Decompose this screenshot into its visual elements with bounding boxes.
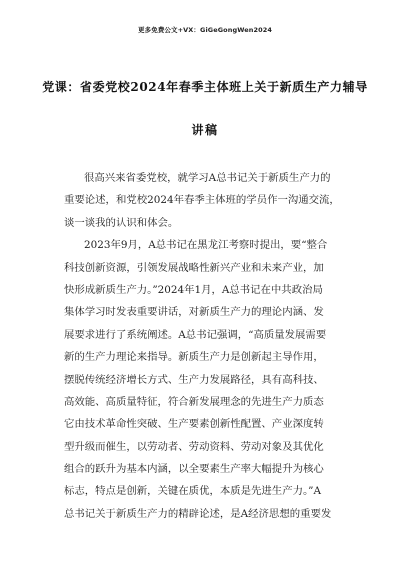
header-note: 更多免费公文+VX：GiGeGongWen2024	[138, 26, 272, 34]
body-line: 很高兴来省委党校，就学习A总书记关于新质生产力的	[84, 172, 331, 184]
body-line: 快形成新质生产力。”2024年1月，A总书记在中共政治局	[64, 283, 323, 296]
body-line: 展要求进行了系统阐述。A总书记强调，“高质量发展需要	[64, 328, 327, 341]
body-text	[64, 167, 350, 525]
body-line: 标志，特点是创新，关键在质优，本质是先进生产力。”A	[64, 485, 321, 498]
body-line: 新的生产力理论来指导。新质生产力是创新起主导作用，	[64, 351, 324, 364]
body-line: 集体学习时发表重要讲话，对新质生产力的理论内涵、发	[64, 306, 324, 319]
document-title-line-1: 党课：省委党校2024年春季主体班上关于新质生产力辅导	[42, 80, 368, 94]
body-line: 总书记关于新质生产力的精辟论述，是A经济思想的重要发	[64, 507, 332, 520]
body-line: 组合的跃升为基本内涵，以全要素生产率大幅提升为核心	[64, 463, 324, 476]
body-line: 科技创新资源，引领发展战略性新兴产业和未来产业，加	[64, 261, 324, 274]
body-line: 高效能、高质量特征，符合新发展理念的先进生产力质态	[64, 395, 324, 408]
body-line: 型升级而催生，以劳动者、劳动资料、劳动对象及其优化	[64, 440, 324, 453]
body-line: 摆脱传统经济增长方式、生产力发展路径，具有高科技、	[64, 373, 324, 386]
body-line: 2023年9月，A总书记在黑龙江考察时提出，要“整合	[84, 239, 328, 252]
document-title-line-2: 讲稿	[191, 123, 219, 137]
body-line: 它由技术革命性突破、生产要素创新性配置、产业深度转	[64, 418, 324, 431]
body-line: 谈一谈我的认识和体会。	[64, 216, 179, 229]
body-line: 重要论述，和党校2024年春季主体班的学员作一沟通交流，	[64, 194, 340, 207]
